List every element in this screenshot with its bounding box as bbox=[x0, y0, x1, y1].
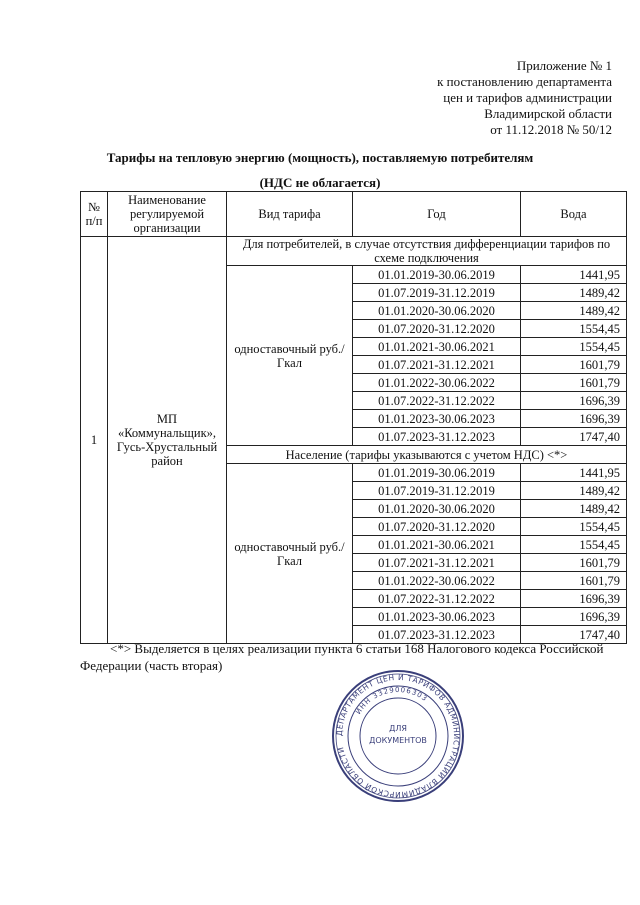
section-label: Население (тарифы указываются с учетом НДС) <*> bbox=[227, 446, 627, 464]
period-cell: 01.07.2021-31.12.2021 bbox=[353, 356, 521, 374]
tariff-table bbox=[80, 191, 627, 644]
table-header-row bbox=[81, 192, 627, 237]
period-cell: 01.07.2023-31.12.2023 bbox=[353, 626, 521, 644]
header-num: № п/п bbox=[81, 192, 108, 237]
value-cell: 1747,40 bbox=[521, 626, 627, 644]
period-cell: 01.07.2020-31.12.2020 bbox=[353, 518, 521, 536]
header-tariff-type: Вид тарифа bbox=[227, 192, 353, 237]
period-cell: 01.07.2019-31.12.2019 bbox=[353, 284, 521, 302]
value-cell: 1489,42 bbox=[521, 500, 627, 518]
value-cell: 1696,39 bbox=[521, 608, 627, 626]
footnote: <*> Выделяется в целях реализации пункта 6 статьи 168 Налогового кодекса Российской Федерации (часть вторая) bbox=[80, 641, 604, 673]
period-cell: 01.07.2023-31.12.2023 bbox=[353, 428, 521, 446]
period-cell: 01.07.2019-31.12.2019 bbox=[353, 482, 521, 500]
value-cell: 1601,79 bbox=[521, 554, 627, 572]
value-cell: 1601,79 bbox=[521, 572, 627, 590]
document-title: Тарифы на тепловую энергию (мощность), поставляемую потребителям bbox=[106, 150, 534, 165]
official-stamp bbox=[330, 668, 466, 804]
value-cell: 1489,42 bbox=[521, 302, 627, 320]
period-cell: 01.01.2022-30.06.2022 bbox=[353, 374, 521, 392]
period-cell: 01.01.2021-30.06.2021 bbox=[353, 338, 521, 356]
value-cell: 1696,39 bbox=[521, 410, 627, 428]
value-cell: 1747,40 bbox=[521, 428, 627, 446]
header-water: Вода bbox=[521, 192, 627, 237]
stamp-center-line1: ДЛЯ bbox=[389, 724, 407, 733]
stamp-center-line2: ДОКУМЕНТОВ bbox=[369, 736, 427, 745]
value-cell: 1489,42 bbox=[521, 284, 627, 302]
value-cell: 1441,95 bbox=[521, 464, 627, 482]
value-cell: 1554,45 bbox=[521, 338, 627, 356]
period-cell: 01.01.2023-30.06.2023 bbox=[353, 608, 521, 626]
period-cell: 01.07.2021-31.12.2021 bbox=[353, 554, 521, 572]
period-cell: 01.07.2022-31.12.2022 bbox=[353, 590, 521, 608]
appendix-line: цен и тарифов администрации bbox=[443, 90, 612, 105]
document-subtitle: (НДС не облагается) bbox=[259, 175, 381, 190]
period-cell: 01.01.2019-30.06.2019 bbox=[353, 464, 521, 482]
tariff-type: одноставочный руб./Гкал bbox=[227, 464, 353, 644]
period-cell: 01.01.2020-30.06.2020 bbox=[353, 500, 521, 518]
value-cell: 1554,45 bbox=[521, 320, 627, 338]
period-cell: 01.07.2022-31.12.2022 bbox=[353, 392, 521, 410]
period-cell: 01.01.2021-30.06.2021 bbox=[353, 536, 521, 554]
value-cell: 1554,45 bbox=[521, 518, 627, 536]
appendix-header bbox=[437, 58, 612, 138]
header-year: Год bbox=[353, 192, 521, 237]
value-cell: 1554,45 bbox=[521, 536, 627, 554]
organization-name: МП «Коммунальщик», Гусь-Хрустальный район bbox=[108, 237, 227, 644]
row-number: 1 bbox=[81, 237, 108, 644]
section-label: Для потребителей, в случае отсутствия дифференциации тарифов по схеме подключения bbox=[227, 237, 627, 266]
appendix-line: от 11.12.2018 № 50/12 bbox=[490, 122, 612, 137]
period-cell: 01.01.2023-30.06.2023 bbox=[353, 410, 521, 428]
value-cell: 1696,39 bbox=[521, 392, 627, 410]
value-cell: 1601,79 bbox=[521, 374, 627, 392]
value-cell: 1696,39 bbox=[521, 590, 627, 608]
period-cell: 01.07.2020-31.12.2020 bbox=[353, 320, 521, 338]
appendix-line: к постановлению департамента bbox=[437, 74, 612, 89]
stamp-inner-text: ИНН 3329006303 bbox=[354, 685, 430, 716]
value-cell: 1441,95 bbox=[521, 266, 627, 284]
header-organization: Наименование регулируемой организации bbox=[108, 192, 227, 237]
value-cell: 1489,42 bbox=[521, 482, 627, 500]
period-cell: 01.01.2020-30.06.2020 bbox=[353, 302, 521, 320]
tariff-type: одноставочный руб./Гкал bbox=[227, 266, 353, 446]
appendix-line: Владимирской области bbox=[484, 106, 612, 121]
value-cell: 1601,79 bbox=[521, 356, 627, 374]
section-row bbox=[81, 237, 627, 266]
stamp-outer-text: ДЕПАРТАМЕНТ ЦЕН И ТАРИФОВ АДМИНИСТРАЦИИ ВЛАДИМИРСКОЙ ОБЛАСТИ bbox=[334, 672, 462, 800]
period-cell: 01.01.2019-30.06.2019 bbox=[353, 266, 521, 284]
period-cell: 01.01.2022-30.06.2022 bbox=[353, 572, 521, 590]
appendix-line: Приложение № 1 bbox=[516, 58, 612, 73]
